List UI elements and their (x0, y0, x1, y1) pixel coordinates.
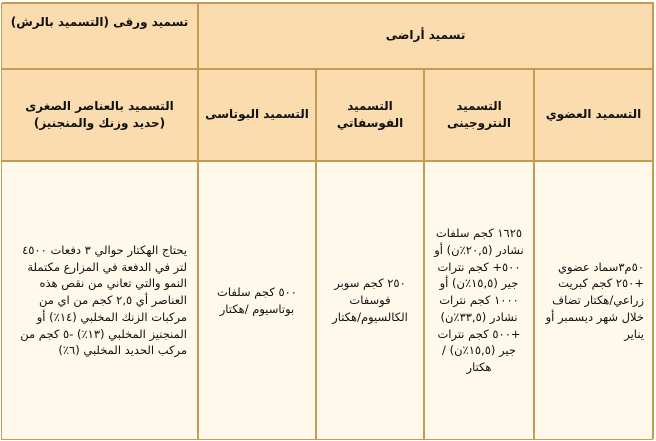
potash-cell: ٥٠٠ كجم سلفات بوتاسيوم /هكتار (198, 161, 316, 440)
foliar-fertilization-header: تسميد ورقى (التسميد بالرش) (1, 3, 198, 69)
nitrogen-header: التسميد النتروجينى (424, 69, 534, 161)
micronutrients-header: التسميد بالعناصر الصغرى (حديد وزنك والمنجنيز) (1, 69, 198, 161)
organic-cell: ٥٠م٣سماد عضوي +٢٥٠ كجم كبريت زراعي/هكتار تضاف خلال شهر ديسمبر أو يناير (534, 161, 653, 440)
organic-header: التسميد العضوي (534, 69, 653, 161)
phosphate-header: التسميد الفوسفاتي (316, 69, 424, 161)
phosphate-cell: ٢٥٠ كجم سوبر فوسفات الكالسيوم/هكتار (316, 161, 424, 440)
ground-fertilization-header: تسميد أراضى (198, 3, 653, 69)
nitrogen-cell: ١٦٢٥ كجم سلفات نشادر (٢٠,٥٪ن) أو ٥٠٠+ كجم نترات جير (١٥,٥٪ن) أو ١٠٠٠ كجم نترات نشادر (٣٣,٥٪ن) +٥٠٠ كجم نترات جير (١٥,٥٪ن) / هكتار (424, 161, 534, 440)
potash-header: التسميد البوتاسى (198, 69, 316, 161)
fertilization-table (2, 2, 654, 439)
micronutrients-cell: يحتاج الهكتار حوالي ٣ دفعات ٤٥٠٠ لتر في الدفعة في المزارع مكتملة النمو والتي تعاني من نقص هذه العناصر أي ٢,٥ كجم من اي من مركبات الزنك المخلبي (١٤٪) أو المنجنيز المخلبي (١٣٪) -٥ كجم من مركب الحديد المخلبي (٦٪) (1, 161, 198, 440)
